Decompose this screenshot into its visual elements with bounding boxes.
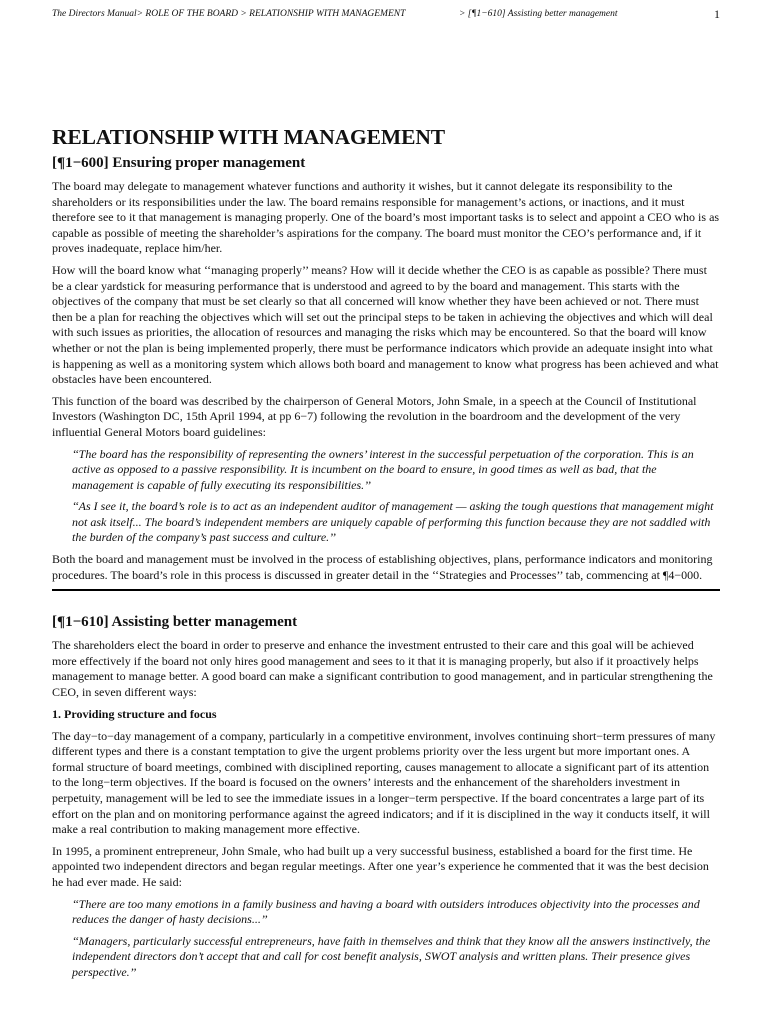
section-reference: > [¶1−610] Assisting better management — [459, 9, 618, 19]
section-heading: [¶1−600] Ensuring proper management — [52, 155, 306, 171]
paragraph: In 1995, a prominent entrepreneur, John Smale, who had built up a very successful business, established a board for the first time. He appointed two independent directors and began regular meetings. After one year’s experience he commented that it was the best decision he had ever made. He said: — [52, 843, 709, 889]
section-ensuring-proper-management — [52, 154, 720, 583]
breadcrumb: The Directors Manual> ROLE OF THE BOARD > RELATIONSHIP WITH MANAGEMENT — [52, 9, 406, 19]
paragraph: The day−to−day management of a company, particularly in a competitive environment, involves continuing short−term pressures of many different types and there is a constant temptation to give the urgent problems priority over the less urgent but more important ones. A formal structure of board meetings, combined with disciplined reporting, causes management to allocate a significant part of its attention to the long−term objectives. If the board is focused on the owners’ interests and the enhancement of the shareholders investment in perpetuity, management will be led to see the immediate issues in a longer−term perspective. If the board concentrates a large part of its effort on the plan and on monitoring performance against the agreed indicators; and if it is disciplined in the way it conducts itself, it will make a real contribution to making management more effective. — [52, 728, 716, 837]
page-title: RELATIONSHIP WITH MANAGEMENT — [52, 125, 446, 149]
page-number: 1 — [714, 7, 720, 21]
paragraph: Both the board and management must be involved in the process of establishing objectives, plans, performance indicators and monitoring procedures. The board’s role in this process is discussed in greater detail in the ‘‘Strategies and Processes’’ tab, commencing at ¶4−000. — [52, 552, 713, 582]
document-body — [52, 124, 720, 987]
block-quote: ‘‘As I see it, the board’s role is to act as an independent auditor of management — asking the tough questions that management might not ask itself... The board’s independent members are uniquely capable of performing this function because they are not saddled with the burden of the company’s past success and culture.’’ — [72, 499, 714, 545]
section-assisting-better-management — [52, 613, 720, 980]
paragraph: The shareholders elect the board in order to preserve and enhance the investment entrusted to their care and this goal will be achieved more effectively if the board not only hires good management and sees to it that it is managing properly, but also if it proactively helps management to manage better. A good board can make a significant contribution to good management, and in particular strengthening the CEO, in seven different ways: — [52, 638, 713, 700]
paragraph: How will the board know what ‘‘managing properly’’ means? How will it decide whether the CEO is as capable as possible? There must be a clear yardstick for measuring performance that is understood and agreed to by the board and management. This starts with the objectives of the company that must be set clearly so that all concerned will know whether they have been achieved or not. There must then be a plan for reaching the objectives which will set out the principal steps to be taken in achieving the objectives and which will deal with such issues as priorities, the allocation of resources and managing the risks which may be encountered. So that the board will know whether or not the plan is being implemented properly, there must be performance indicators which provide an adequate insight into what is happening as well as a monitoring system which allows both board and management to know what progress has been achieved and what obstacles have been encountered. — [52, 262, 719, 387]
section-heading: [¶1−610] Assisting better management — [52, 614, 298, 631]
paragraph: The board may delegate to management whatever functions and authority it wishes, but it cannot delegate its responsibility to the shareholders or its responsibilities under the law. The board remains responsible for management’s actions, or inactions, and it must therefore see to it that management is managing properly. One of the board’s most important tasks is to select and appoint a CEO who is as capable as possible of meeting the shareholder’s aspirations for the company. The board must monitor the CEO’s performance and, if it proves inadequate, replace him/her. — [52, 179, 720, 256]
block-quote: ‘‘The board has the responsibility of representing the owners’ interest in the successful perpetuation of the corporation. This is an active as opposed to a passive responsibility. It is incumbent on the board to ensure, in good times as well as bad, that the management is capable of fully executing its responsibilities.’’ — [72, 446, 694, 492]
section-divider — [52, 589, 720, 591]
subsection-heading: 1. Providing structure and focus — [52, 706, 217, 721]
block-quote: ‘‘There are too many emotions in a family business and having a board with outsiders introduces objectivity into the processes and reduces the danger of hasty decisions...’’ — [72, 896, 700, 927]
running-header — [52, 7, 720, 21]
block-quote: ‘‘Managers, particularly successful entrepreneurs, have faith in themselves and think that they know all the answers instinctively, the independent directors don’t accept that and call for cost benefit analysis, SWOT analysis and written plans. Their presence gives perspective.’’ — [72, 933, 711, 979]
paragraph: This function of the board was described by the chairperson of General Motors, John Smale, in a speech at the Council of Institutional Investors (Washington DC, 15th April 1994, at pp 6−7) following the revolution in the boardroom and the development of the very influential General Motors board guidelines: — [52, 393, 697, 439]
